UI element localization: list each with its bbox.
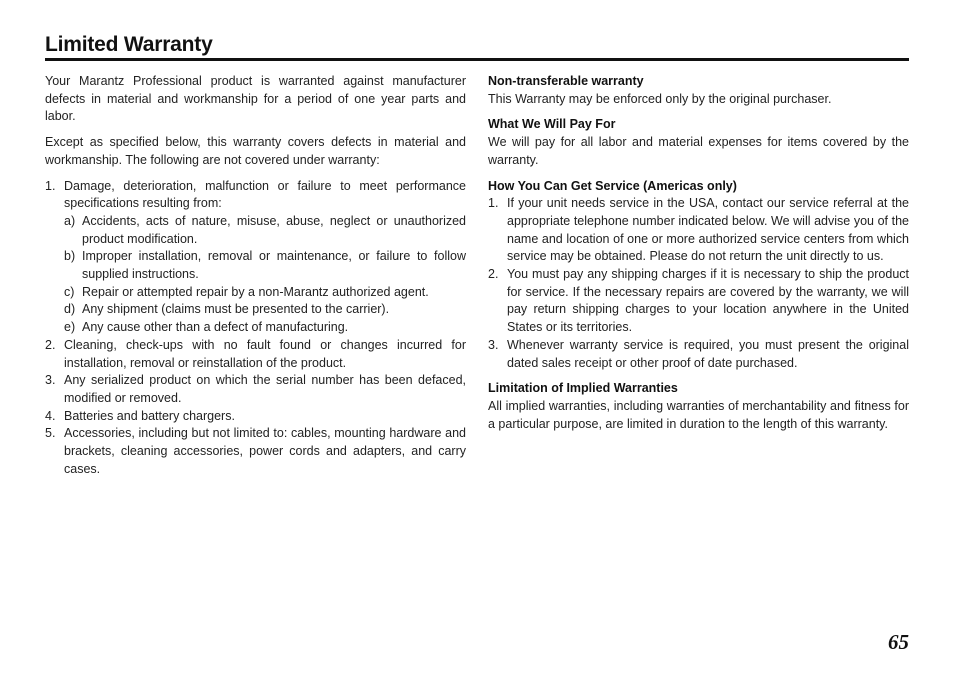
right-column — [488, 73, 909, 433]
sub-list-item — [64, 248, 466, 283]
list-number: 1. — [488, 196, 499, 211]
section-heading: Limitation of Implied Warranties — [488, 381, 678, 396]
list-number: a) — [64, 213, 76, 228]
list-text: Accidents, acts of nature, misuse, abuse, neglect or unauthorized product modification. — [82, 213, 466, 246]
list-number: 3. — [488, 337, 499, 352]
list-text: If your unit needs service in the USA, contact our service referral at the appropriate telephone number indicated below. We will advise you of the name and location of one or more authorized service centers from which service may be obtained. Please do not return the unit directly to us. — [507, 196, 909, 264]
list-number: e) — [64, 320, 76, 335]
list-number: d) — [64, 302, 76, 317]
list-text: Any shipment (claims must be presented to the carrier). — [82, 302, 390, 317]
section-body: We will pay for all labor and material expenses for items covered by the warranty. — [488, 135, 909, 167]
list-text: Repair or attempted repair by a non-Marantz authorized agent. — [82, 284, 429, 299]
intro-paragraph: Your Marantz Professional product is warranted against manufacturer defects in material and workmanship for a period of one year parts and labor. — [45, 74, 466, 124]
list-number: c) — [64, 284, 75, 299]
title-rule — [45, 58, 909, 61]
list-item — [45, 178, 466, 337]
list-item — [488, 337, 909, 372]
list-text: Whenever warranty service is required, you must present the original dated sales receipt or other proof of date purchased. — [507, 337, 909, 370]
section-body: All implied warranties, including warranties of merchantability and fitness for a particular purpose, are limited in duration to the length of this warranty. — [488, 398, 909, 431]
list-text: Cleaning, check-ups with no fault found or changes incurred for installation, removal or reinstallation of the product. — [64, 337, 466, 370]
list-number: 4. — [45, 408, 56, 423]
section-get-service — [488, 178, 909, 373]
list-text: Batteries and battery chargers. — [64, 408, 235, 423]
list-text: Any cause other than a defect of manufacturing. — [82, 320, 349, 335]
list-text: Any serialized product on which the serial number has been defaced, modified or removed. — [64, 373, 466, 405]
list-number: b) — [64, 249, 76, 264]
list-number: 5. — [45, 426, 56, 441]
section-heading: Non-transferable warranty — [488, 74, 644, 88]
service-list — [488, 195, 909, 372]
list-text: You must pay any shipping charges if it is necessary to ship the product for service. If the necessary repairs are covered by the warranty, we will pay return shipping charges to your location anywhere in the United States or its territories. — [507, 267, 909, 335]
list-text: Damage, deterioration, malfunction or failure to meet performance specifications resulting from: — [64, 178, 466, 211]
list-item — [488, 195, 909, 266]
section-heading: What We Will Pay For — [488, 117, 616, 132]
sub-list-item — [64, 213, 466, 248]
page-number: 65 — [888, 630, 909, 654]
list-number: 2. — [45, 337, 56, 352]
list-text: Improper installation, removal or maintenance, or failure to follow supplied instructions. — [82, 249, 466, 282]
list-number: 3. — [45, 373, 56, 388]
exclusions-intro: Except as specified below, this warranty covers defects in material and workmanship. The following are not covered under warranty: — [45, 135, 466, 167]
list-item — [488, 266, 909, 337]
list-text: Accessories, including but not limited to: cables, mounting hardware and brackets, cleaning accessories, power cords and adapters, and carry cases. — [64, 426, 466, 476]
sub-list-item — [64, 301, 466, 319]
list-item — [45, 408, 466, 426]
section-heading: How You Can Get Service (Americas only) — [488, 178, 737, 193]
list-number: 1. — [45, 178, 56, 193]
section-implied-warranties — [488, 380, 909, 433]
section-non-transferable — [488, 73, 909, 108]
page-title: Limited Warranty — [45, 33, 213, 56]
sub-list-item — [64, 284, 466, 302]
list-item — [45, 425, 466, 478]
list-number: 2. — [488, 267, 499, 282]
section-body: This Warranty may be enforced only by the original purchaser. — [488, 91, 832, 106]
list-item — [45, 372, 466, 407]
exclusions-list — [45, 178, 466, 479]
section-what-we-pay — [488, 116, 909, 169]
sub-list-item — [64, 319, 466, 337]
list-item — [45, 337, 466, 372]
left-column — [45, 73, 466, 478]
